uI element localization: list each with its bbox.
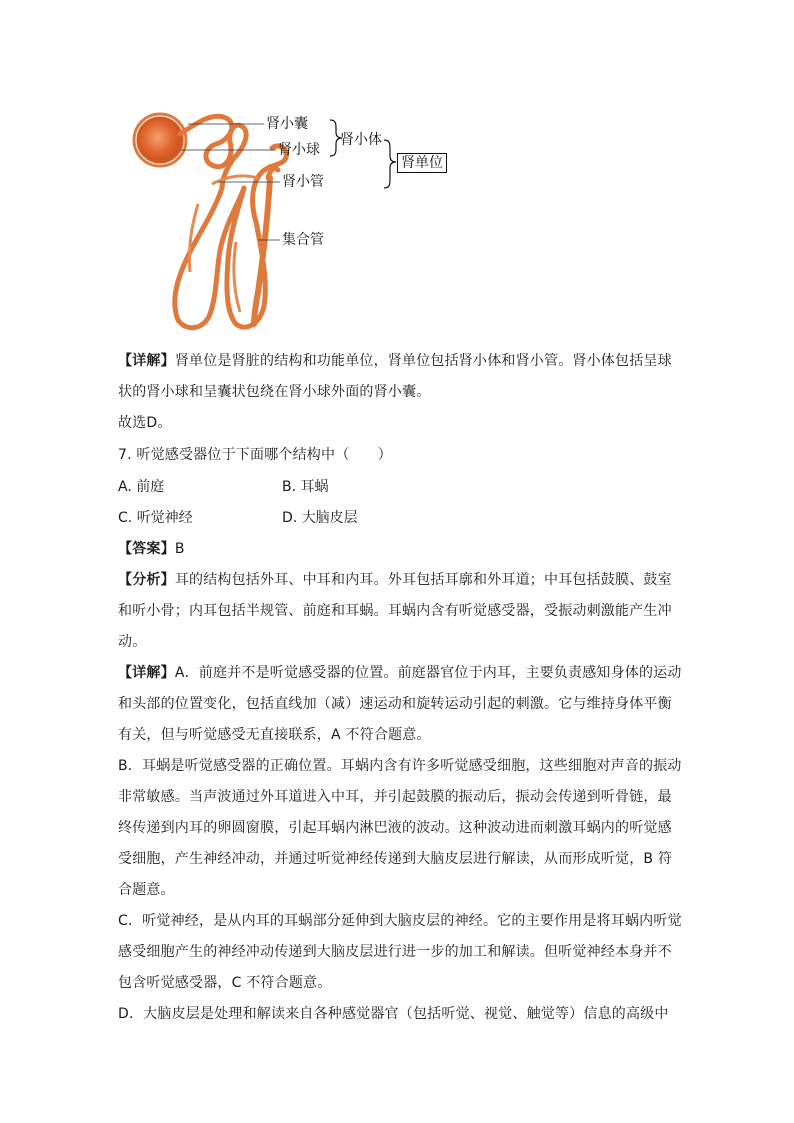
q7-detail-a-line-2: 和头部的位置变化，包括直线加（减）速运动和旋转运动引起的刺激。它与维持身体平衡 bbox=[118, 696, 672, 712]
q7-answer-tag: 【答案】 bbox=[118, 541, 175, 557]
option-text: 前庭 bbox=[136, 479, 165, 495]
q7-stem: 7. 听觉感受器位于下面哪个结构中（ ） bbox=[118, 447, 393, 463]
q7-detail-a-line-1 bbox=[118, 664, 682, 682]
q6-choice: 故选D。 bbox=[118, 415, 172, 431]
nephron-figure bbox=[118, 92, 458, 342]
q7-detail-a-line-3: 有关，但与听觉感受无直接联系，A 不符合题意。 bbox=[118, 727, 431, 743]
q7-answer bbox=[118, 540, 185, 558]
q7-detail-b-line-1: B．耳蜗是听觉感受器的正确位置。耳蜗内含有许多听觉感受细胞，这些细胞对声音的振动 bbox=[118, 758, 682, 774]
q7-analysis-tag: 【分析】 bbox=[118, 572, 175, 588]
q7-analysis-line-2: 和听小骨；内耳包括半规管、前庭和耳蜗。耳蜗内含有听觉感受器，受振动刺激能产生冲 bbox=[118, 603, 672, 619]
q7-detail-tag: 【详解】 bbox=[118, 665, 175, 681]
option-letter: C. bbox=[118, 510, 133, 526]
q7-analysis-line-3: 动。 bbox=[118, 634, 147, 650]
q7-answer-value: B bbox=[174, 541, 185, 557]
label-glomerulus: 肾小球 bbox=[278, 142, 320, 158]
q7-detail-c-line-1: C．听觉神经，是从内耳的耳蜗部分延伸到大脑皮层的神经。它的主要作用是将耳蜗内听觉 bbox=[118, 913, 682, 929]
q6-detail-text-1: 肾单位是肾脏的结构和功能单位，肾单位包括肾小体和肾小管。肾小体包括呈球 bbox=[174, 353, 672, 369]
option-text: 大脑皮层 bbox=[301, 510, 358, 526]
q6-detail-line-1 bbox=[118, 352, 672, 370]
q7-detail-c-line-3: 包含听觉感受器，C 不符合题意。 bbox=[118, 975, 332, 991]
glomerulus-shape bbox=[138, 118, 182, 162]
option-letter: B. bbox=[282, 479, 297, 495]
q7-detail-b-line-2: 非常敏感。当声波通过外耳道进入中耳，并引起鼓膜的振动后，振动会传递到听骨链，最 bbox=[118, 789, 672, 805]
q7-detail-b-line-3: 终传递到内耳的卵圆窗膜，引起耳蜗内淋巴液的波动。这种波动进而刺激耳蜗内的听觉感 bbox=[118, 820, 672, 836]
q7-option-b bbox=[282, 478, 329, 496]
option-text: 耳蜗 bbox=[300, 479, 329, 495]
q7-option-a bbox=[118, 478, 164, 496]
label-collecting-duct: 集合管 bbox=[282, 232, 324, 248]
q7-detail-b-line-4: 受细胞，产生神经冲动，并通过听觉神经传递到大脑皮层进行解读，从而形成听觉，B 符 bbox=[118, 851, 673, 867]
q7-analysis-text-1: 耳的结构包括外耳、中耳和内耳。外耳包括耳廓和外耳道；中耳包括鼓膜、鼓室 bbox=[174, 572, 672, 588]
q7-option-c bbox=[118, 509, 193, 527]
q7-option-d bbox=[282, 509, 358, 527]
label-renal-corpuscle: 肾小体 bbox=[340, 132, 382, 148]
label-nephron: 肾单位 bbox=[397, 153, 447, 173]
q6-detail-tag: 【详解】 bbox=[118, 353, 175, 369]
label-renal-tubule: 肾小管 bbox=[282, 174, 324, 190]
q6-detail-line-2: 状的肾小球和呈囊状包绕在肾小球外面的肾小囊。 bbox=[118, 384, 431, 400]
option-text: 听觉神经 bbox=[136, 510, 193, 526]
label-renal-capsule: 肾小囊 bbox=[266, 116, 308, 132]
q7-detail-b-line-5: 合题意。 bbox=[118, 882, 175, 898]
q7-analysis-line-1 bbox=[118, 571, 672, 589]
option-letter: D. bbox=[282, 510, 298, 526]
q7-detail-c-line-2: 感受细胞产生的神经冲动传递到大脑皮层进行进一步的加工和解读。但听觉神经本身并不 bbox=[118, 944, 672, 960]
q7-detail-d-line-1: D．大脑皮层是处理和解读来自各种感觉器官（包括听觉、视觉、触觉等）信息的高级中 bbox=[118, 1006, 669, 1022]
option-letter: A. bbox=[118, 479, 132, 495]
q7-detail-a-text-1: A．前庭并不是听觉感受器的位置。前庭器官位于内耳，主要负责感知身体的运动 bbox=[174, 665, 682, 681]
